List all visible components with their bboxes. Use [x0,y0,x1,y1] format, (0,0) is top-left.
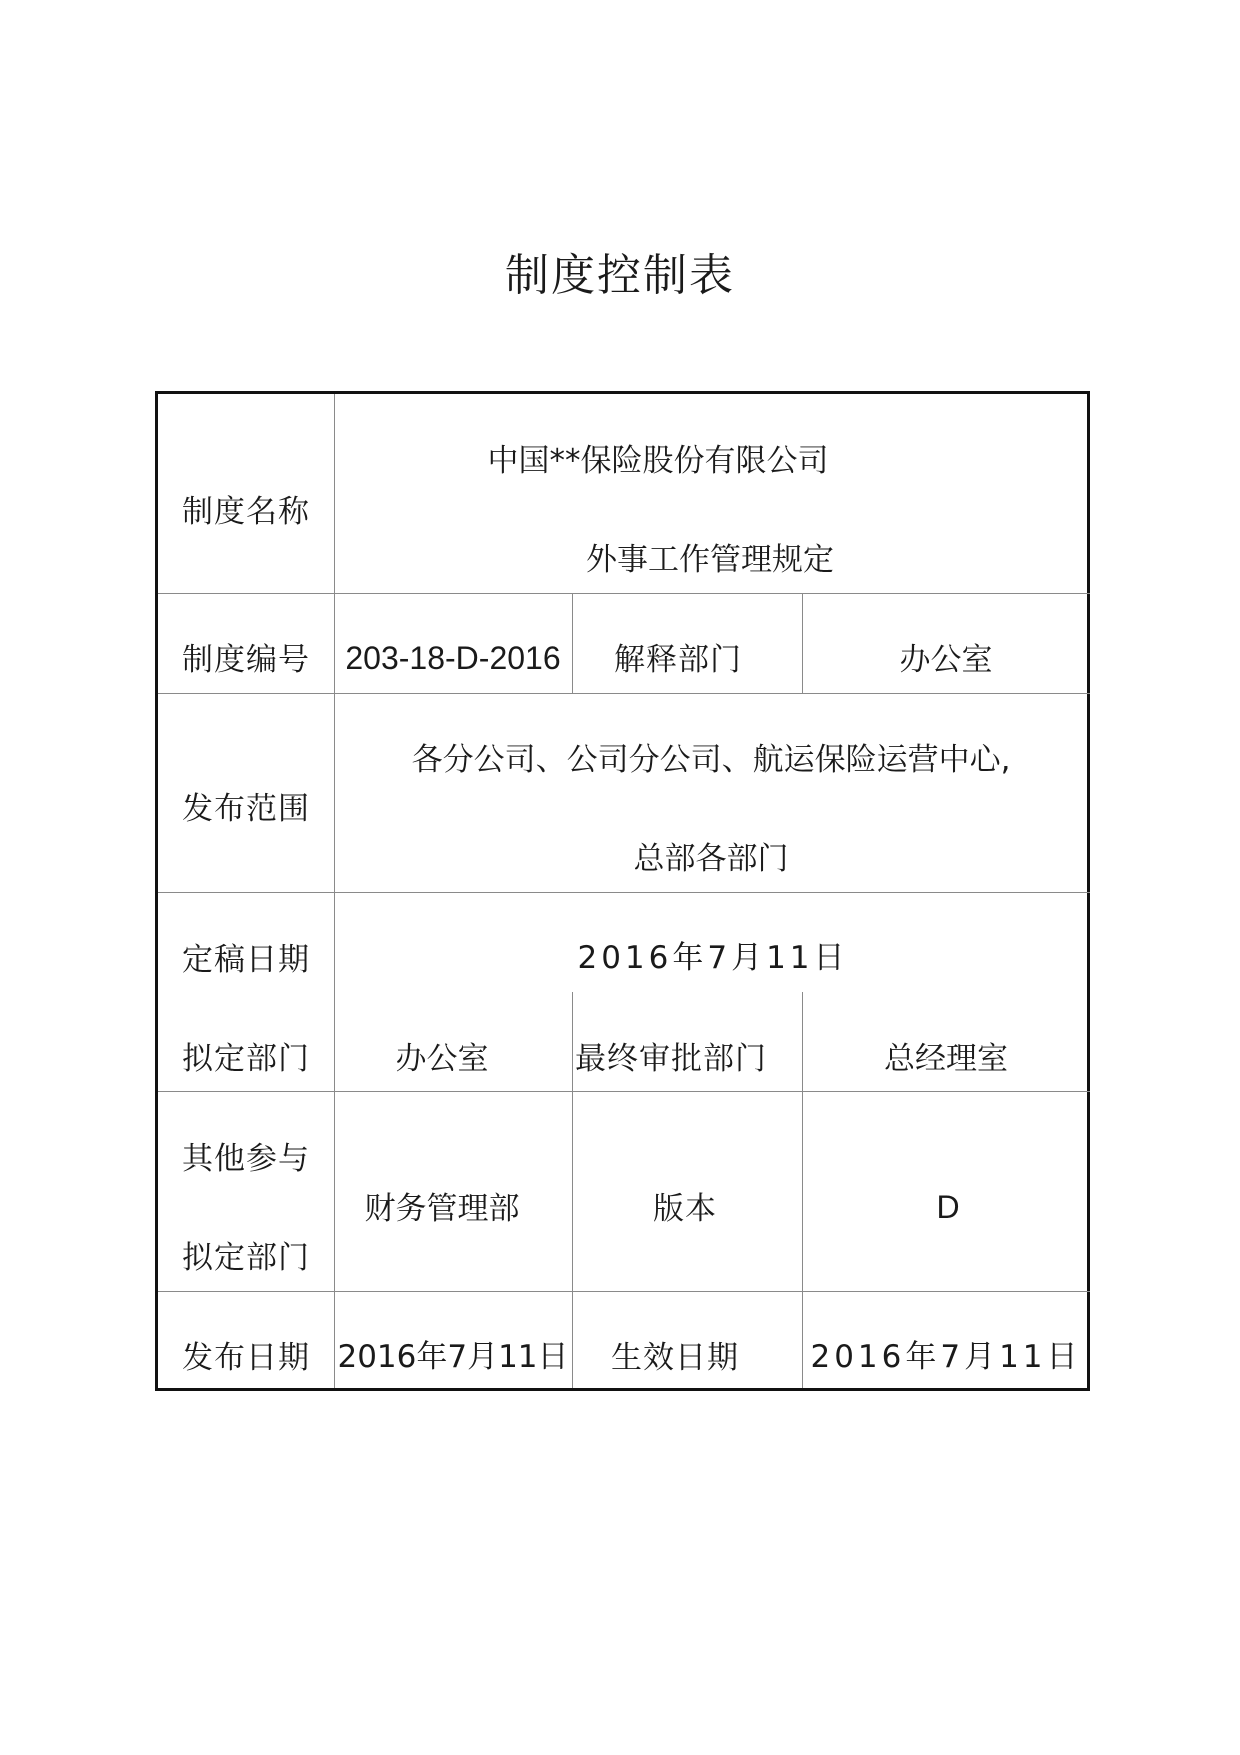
value-name-line1: 中国**保险股份有限公司 [487,443,829,479]
col-divider-3-lower [802,992,803,1388]
value-draft-date: 2016年7月11日 [577,940,849,976]
value-version: D [936,1189,960,1225]
label-interpret-dept: 解释部门 [614,642,742,678]
col-divider-label [334,394,335,1388]
label-other-depts-line2: 拟定部门 [182,1240,310,1276]
value-final-approval-dept: 总经理室 [884,1041,1008,1077]
label-number: 制度编号 [182,642,310,678]
row-divider-1-label [158,593,334,594]
document-title: 制度控制表 [505,250,735,301]
row-divider-1 [334,593,1090,594]
row-divider-2 [158,693,1090,694]
value-number: 203-18-D-2016 [345,640,561,676]
label-final-approval-dept: 最终审批部门 [575,1041,767,1077]
control-table [155,391,1090,1391]
col-divider-2-lower [572,992,573,1388]
value-interpret-dept: 办公室 [899,642,993,678]
label-other-depts-line1: 其他参与 [182,1141,310,1177]
value-scope-line2: 总部各部门 [633,841,789,877]
label-effective-date: 生效日期 [611,1340,739,1376]
value-drafting-dept: 办公室 [395,1041,489,1077]
label-scope: 发布范围 [182,791,310,827]
label-name: 制度名称 [182,494,310,530]
value-publish-date: 2016年7月11日 [337,1339,569,1375]
value-name-line2: 外事工作管理规定 [586,542,834,578]
row-divider-3 [158,892,1090,893]
label-draft-date: 定稿日期 [182,942,310,978]
value-effective-date: 2016年7月11日 [810,1339,1082,1375]
row-divider-5 [158,1291,1090,1292]
value-scope-line1: 各分公司、公司分公司、航运保险运营中心, [411,742,1011,778]
row-divider-4 [158,1091,1090,1092]
col-divider-3-row2 [802,593,803,693]
label-drafting-dept: 拟定部门 [182,1041,310,1077]
label-publish-date: 发布日期 [182,1340,310,1376]
value-other-depts: 财务管理部 [364,1191,520,1227]
col-divider-2-row2 [572,593,573,693]
label-version: 版本 [653,1191,717,1227]
